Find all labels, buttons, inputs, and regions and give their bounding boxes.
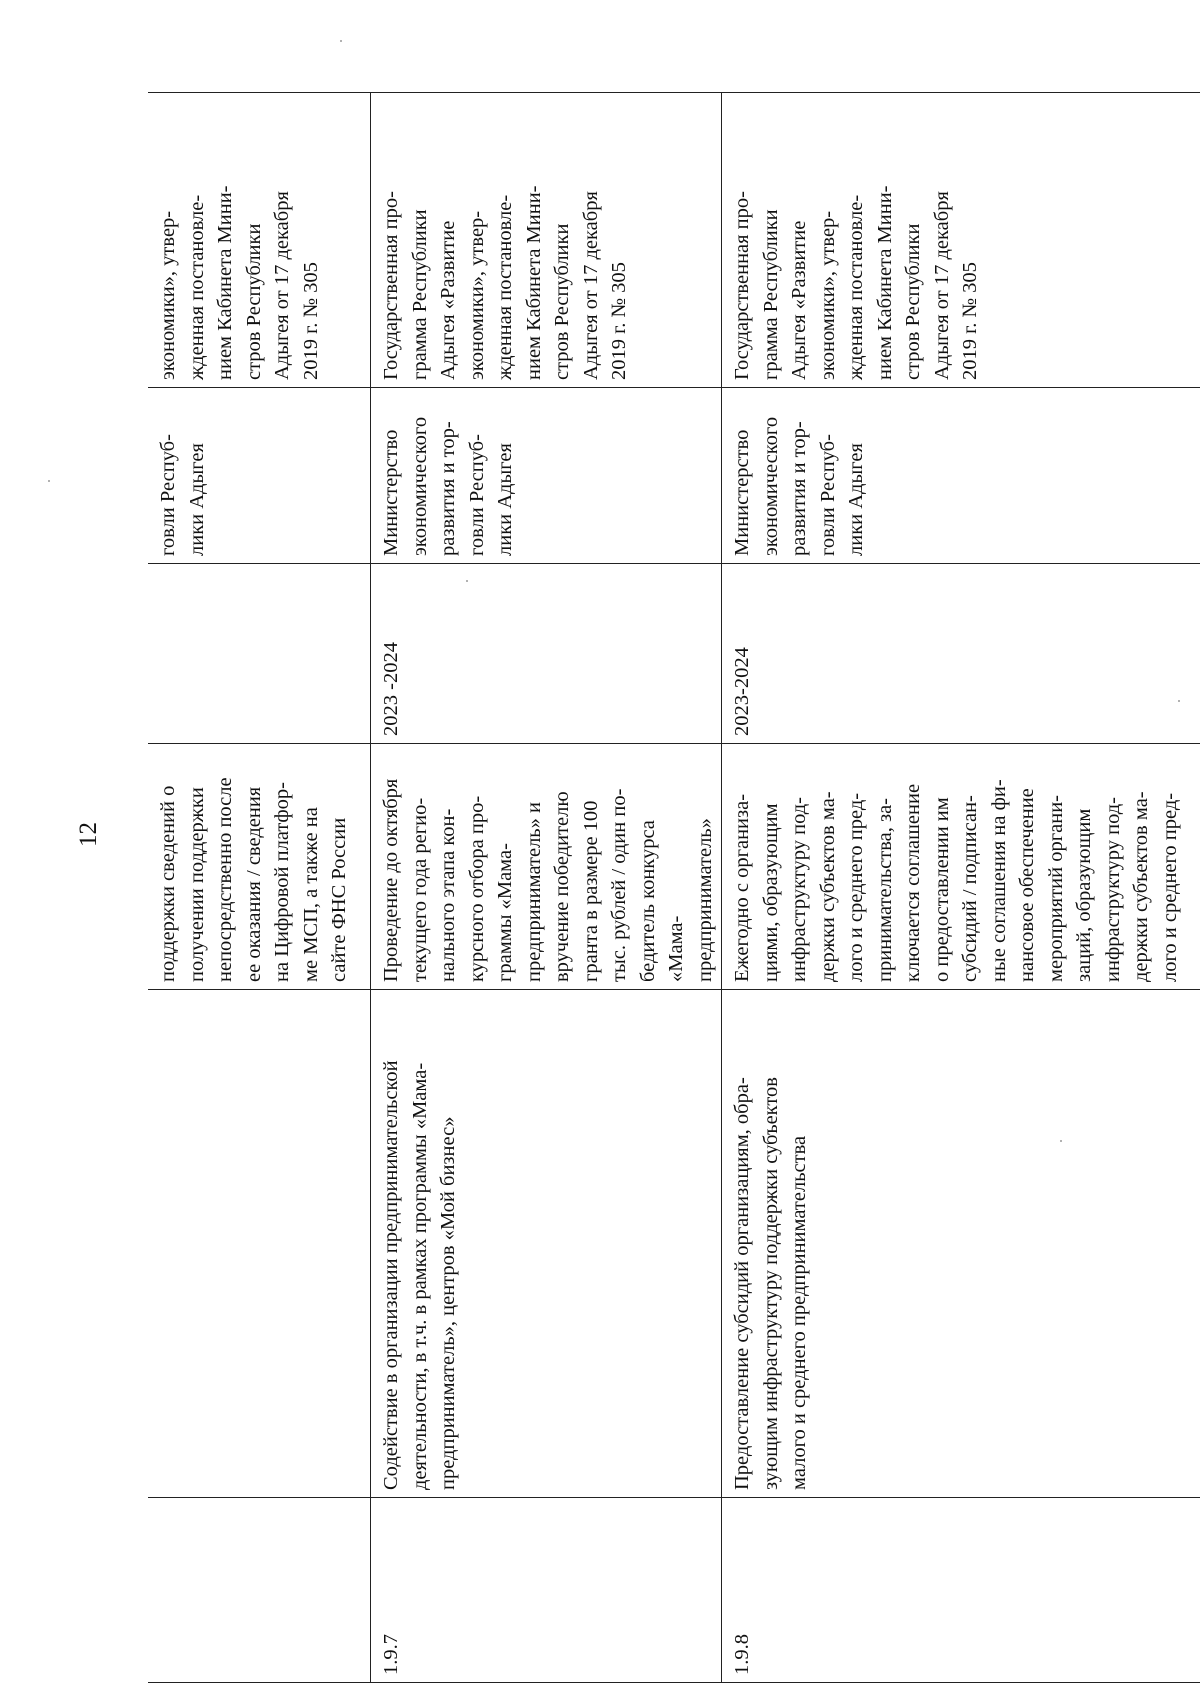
cell-line: тыс. рублей / один по- <box>608 788 630 982</box>
cell-line: заций, образующим <box>1073 808 1095 982</box>
cell-event <box>148 990 371 1498</box>
cell-line: экономического <box>759 416 782 556</box>
cell-line: экономики», утвер- <box>465 210 488 380</box>
cell-line: держки субъектов ма- <box>1130 791 1152 982</box>
measures-table <box>148 92 1200 1683</box>
cell-line: нансовое обеспечение <box>1016 788 1038 982</box>
cell-line: непосредственно после <box>214 777 236 982</box>
cell-line: гранта в размере 100 <box>579 800 602 982</box>
table-row <box>148 93 371 1683</box>
cell-result <box>371 744 722 990</box>
cell-line: Адыгея от 17 декабря <box>579 191 602 380</box>
cell-line: стров Республики <box>902 223 924 380</box>
cell-line: предприниматель», центров «Мой бизнес» <box>437 1116 459 1490</box>
cell-line: Предоставление субсидий организациям, обра- <box>731 1077 753 1490</box>
cell-line: текущего года регио- <box>408 797 431 982</box>
cell-line: нального этапа кон- <box>437 808 459 982</box>
cell-period <box>371 564 722 744</box>
cell-line: говли Респуб- <box>816 434 839 556</box>
cell-line: бедитель конкурса <box>636 820 659 982</box>
cell-line: лики Адыгея <box>494 443 516 556</box>
cell-period <box>722 564 1200 744</box>
cell-line: 2023-2024 <box>731 647 753 736</box>
cell-line: нием Кабинета Мини- <box>214 185 236 380</box>
scan-speck <box>340 40 342 42</box>
cell-result <box>148 744 371 990</box>
cell-line: граммы «Мама- <box>494 843 516 982</box>
cell-line: Содействие в организации предпринимательской <box>380 1060 402 1490</box>
cell-line: нием Кабинета Мини- <box>522 185 545 380</box>
cell-line: Государственная про- <box>731 191 753 380</box>
cell-line: 2019 г. № 305 <box>299 262 322 380</box>
cell-line: предприниматель» <box>693 818 716 982</box>
cell-line: лого и среднего пред- <box>845 792 867 982</box>
cell-line: говли Респуб- <box>465 434 488 556</box>
cell-line: Адыгея «Развитие <box>788 220 810 380</box>
cell-number <box>722 1498 1200 1683</box>
cell-line: жденная постановле- <box>845 194 867 380</box>
cell-line: экономики», утвер- <box>157 210 179 380</box>
cell-executor <box>371 388 722 564</box>
cell-line: сайте ФНС России <box>328 817 350 982</box>
cell-line: зующим инфраструктуру поддержки субъектов <box>759 1077 782 1490</box>
cell-executor <box>722 388 1200 564</box>
cell-line: инфраструктуру под- <box>788 797 810 982</box>
cell-line: экономики», утвер- <box>816 210 839 380</box>
cell-number <box>371 1498 722 1683</box>
cell-line: Министерство <box>731 429 753 556</box>
cell-line: инфраструктуру под- <box>1101 797 1124 982</box>
cell-line: малого и среднего предпринимательства <box>788 1135 810 1490</box>
cell-result <box>722 744 1200 990</box>
cell-line: Ежегодно с организа- <box>731 793 753 982</box>
table-row <box>722 93 1200 1683</box>
cell-line: субсидий / подписан- <box>959 795 981 982</box>
cell-line: 2019 г. № 305 <box>608 262 630 380</box>
cell-line: экономического <box>408 416 431 556</box>
cell-line: лики Адыгея <box>185 443 208 556</box>
cell-line: говли Респуб- <box>157 434 179 556</box>
cell-basis <box>371 93 722 388</box>
table-row <box>371 93 722 1683</box>
cell-line: поддержки сведений о <box>157 785 179 982</box>
cell-period <box>148 564 371 744</box>
scan-speck <box>48 480 50 482</box>
cell-line: Министерство <box>380 429 402 556</box>
cell-line: ключается соглашение <box>902 783 924 982</box>
cell-line: курсного отбора про- <box>465 795 488 982</box>
cell-line: 2023 -2024 <box>380 642 402 736</box>
cell-line: Адыгея «Развитие <box>437 220 459 380</box>
cell-line: предприниматель» и <box>522 802 545 982</box>
cell-event <box>722 990 1200 1498</box>
cell-line: нием Кабинета Мини- <box>873 185 896 380</box>
cell-line: на Цифровой платфор- <box>271 782 293 982</box>
cell-line: 2019 г. № 305 <box>959 262 981 380</box>
measures-table-rotated <box>148 93 1181 1683</box>
cell-line: Адыгея от 17 декабря <box>930 191 953 380</box>
cell-line: развития и тор- <box>788 421 810 556</box>
cell-line: жденная постановле- <box>494 194 516 380</box>
cell-line: Адыгея от 17 декабря <box>271 191 293 380</box>
table-body <box>148 93 1200 1683</box>
cell-line: 1.9.8 <box>731 1634 753 1675</box>
cell-line: жденная постановле- <box>185 194 208 380</box>
cell-line: мероприятий органи- <box>1044 795 1067 982</box>
cell-line: развития и тор- <box>437 421 459 556</box>
cell-line: ее оказания / сведения <box>242 786 265 982</box>
cell-basis <box>722 93 1200 388</box>
cell-event <box>371 990 722 1498</box>
cell-line: вручение победителю <box>551 791 573 982</box>
cell-executor <box>148 388 371 564</box>
cell-line: циями, образующим <box>759 803 782 982</box>
cell-line: 1.9.7 <box>380 1634 402 1675</box>
cell-basis <box>148 93 371 388</box>
cell-line: стров Республики <box>551 223 573 380</box>
cell-line: держки субъектов ма- <box>816 791 839 982</box>
cell-line: принимательства, за- <box>873 797 896 982</box>
cell-line: лики Адыгея <box>845 443 867 556</box>
cell-line: Государственная про- <box>380 191 402 380</box>
cell-line: грамма Республики <box>759 209 782 380</box>
cell-line: о предоставлении им <box>930 797 953 982</box>
cell-line: грамма Республики <box>408 209 431 380</box>
cell-line: «Мама- <box>665 915 687 982</box>
cell-line: деятельности, в т.ч. в рамках программы «Мама- <box>408 1062 431 1490</box>
cell-line: ные соглашения на фи- <box>987 779 1010 982</box>
cell-line: получении поддержки <box>185 787 208 982</box>
page-number: 12 <box>75 822 102 847</box>
cell-line: стров Республики <box>242 223 265 380</box>
cell-number <box>148 1498 371 1683</box>
cell-line: Проведение до октября <box>380 778 402 982</box>
cell-line: ме МСП, а также на <box>299 807 322 982</box>
cell-line: лого и среднего пред- <box>1158 792 1181 982</box>
